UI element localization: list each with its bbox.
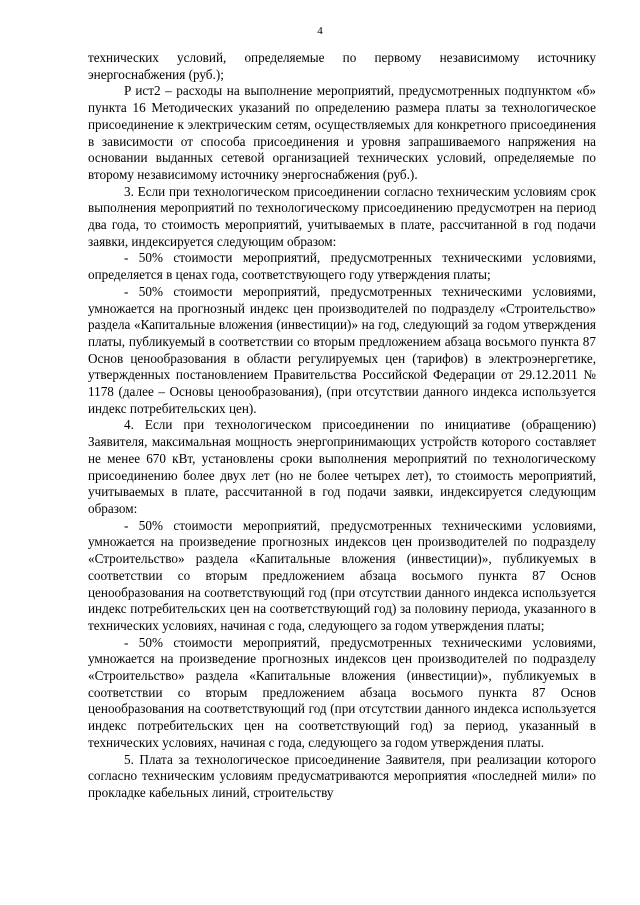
paragraph-continuation: технических условий, определяемые по первому независимому источнику энергоснабжения (руб.);: [88, 50, 596, 82]
page-number: 4: [317, 25, 323, 37]
paragraph-item-4-bullet-1: - 50% стоимости мероприятий, предусмотренных техническими условиями, умножается на произведение прогнозных индексов цен производителей по подразделу «Строительство» раздела «Капитальные вложения (инвестиции)», публикуемых в соответствии со вторым предложением абзаца восьмого пункта 87 Основ ценообразования на соответствующий год (при отсутствии данного индекса используется индекс потребительских цен на соответствующий год) за половину периода, указанного в технических условиях, начиная с года, следующего за годом утверждения платы;: [88, 517, 596, 633]
document-body: [88, 50, 596, 802]
paragraph-item-3-bullet-2: - 50% стоимости мероприятий, предусмотренных техническими условиями, умножается на прогнозный индекс цен производителей по подразделу «Строительство» раздела «Капитальные вложения (инвестиции)» на год, следующий за годом утверждения платы, публикуемый в соответствии со вторым предложением абзаца восьмого пункта 87 Основ ценообразования в области регулируемых цен (тарифов) в электроэнергетике, утвержденных постановлением Правительства Российской Федерации от 29.12.2011 № 1178 (далее – Основы ценообразования), (при отсутствии данного индекса используется индекс потребительских цен).: [88, 283, 596, 416]
paragraph-item-3-bullet-1: - 50% стоимости мероприятий, предусмотренных техническими условиями, определяется в ценах года, соответствующего году утверждения платы;: [88, 250, 596, 283]
paragraph-item-4-bullet-2: - 50% стоимости мероприятий, предусмотренных техническими условиями, умножается на произведение прогнозных индексов цен производителей по подразделу «Строительство» раздела «Капитальные вложения (инвестиции)», публикуемых в соответствии со вторым предложением абзаца восьмого пункта 87 Основ ценообразования на соответствующий год (при отсутствии данного индекса используется индекс потребительских цен на соответствующий год) за период, указанный в технических условиях, начиная с года, следующего за годом утверждения платы.: [88, 634, 596, 750]
paragraph-p-ist2: P ист2 – расходы на выполнение мероприятий, предусмотренных подпунктом «б» пункта 16 Методических указаний по определению размера платы за технологическое присоединение к электрическим сетям, осуществляемых для конкретного присоединения в зависимости от способа присоединения и уровня запрашиваемого напряжения на основании выданных сетевой организацией технических условий, определяемые по второму независимому источнику энергоснабжения (руб.).: [88, 83, 596, 182]
paragraph-item-4: 4. Если при технологическом присоединении по инициативе (обращению) Заявителя, максимальная мощность энергопринимающих устройств которого составляет не менее 670 кВт, установлены сроки выполнения мероприятий по технологическому присоединению более двух лет (но не более четырех лет), то стоимость мероприятий, учитываемых в плате, рассчитанной в год подачи заявки, индексируется следующим образом:: [88, 417, 596, 516]
paragraph-item-3: 3. Если при технологическом присоединении согласно техническим условиям срок выполнения мероприятий по технологическому присоединению предусмотрен на период два года, то стоимость мероприятий, учитываемых в плате, рассчитанной в год подачи заявки, индексируется следующим образом:: [88, 183, 596, 249]
paragraph-item-5: 5. Плата за технологическое присоединение Заявителя, при реализации которого согласно техническим условиям предусматриваются мероприятия «последней мили» по прокладке кабельных линий, строительству: [88, 751, 596, 800]
